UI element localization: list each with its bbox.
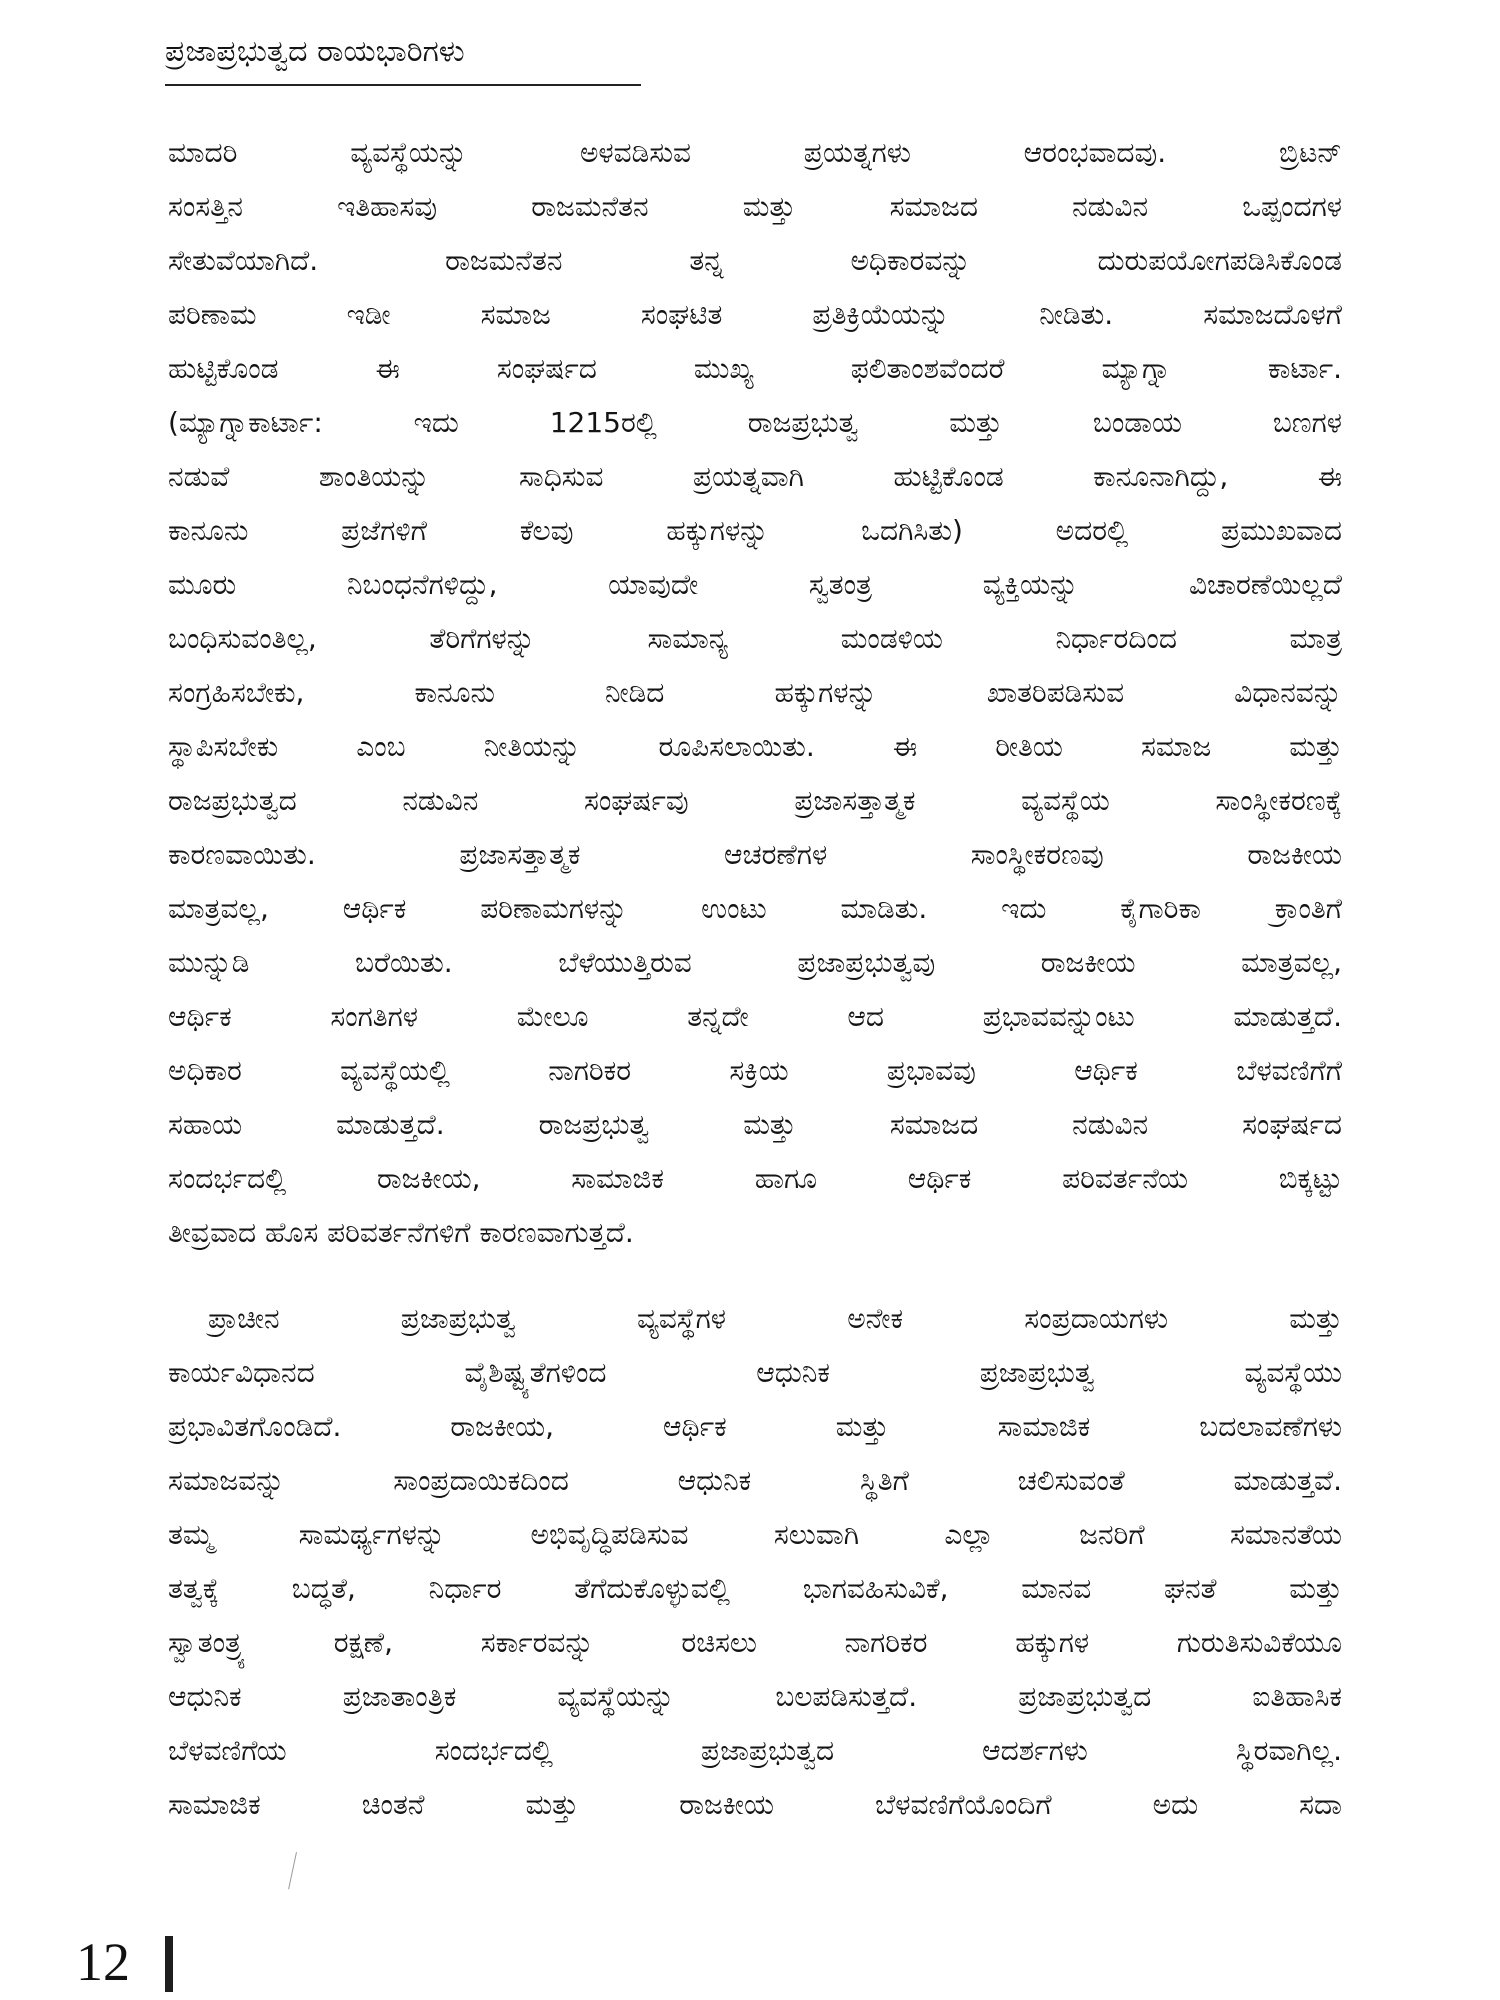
text-line: ಮಾದರಿ ವ್ಯವಸ್ಥೆಯನ್ನು ಅಳವಡಿಸುವ ಪ್ರಯತ್ನಗಳು ಆರಂಭವಾದವು. ಬ್ರಿಟನ್ xyxy=(168,136,1342,169)
page-number: 12 xyxy=(76,1932,130,1992)
text-line: ಸ್ಥಾಪಿಸಬೇಕು ಎಂಬ ನೀತಿಯನ್ನು ರೂಪಿಸಲಾಯಿತು. ಈ ರೀತಿಯ ಸಮಾಜ ಮತ್ತು xyxy=(168,730,1342,763)
paragraph-1 xyxy=(168,126,1342,1260)
text-line: ಅಧಿಕಾರ ವ್ಯವಸ್ಥೆಯಲ್ಲಿ ನಾಗರಿಕರ ಸಕ್ರಿಯ ಪ್ರಭಾವವು ಆರ್ಥಿಕ ಬೆಳವಣಿಗೆಗೆ xyxy=(168,1054,1342,1087)
scan-mark xyxy=(288,1852,297,1889)
paragraph-2 xyxy=(168,1292,1342,1832)
text-line: (ಮ್ಯಾಗ್ನಾಕಾರ್ಟಾ: ಇದು 1215ರಲ್ಲಿ ರಾಜಪ್ರಭುತ್ವ ಮತ್ತು ಬಂಡಾಯ ಬಣಗಳ xyxy=(168,406,1342,439)
text-line: ಸ್ವಾತಂತ್ರ್ಯ ರಕ್ಷಣೆ, ಸರ್ಕಾರವನ್ನು ರಚಿಸಲು ನಾಗರಿಕರ ಹಕ್ಕುಗಳ ಗುರುತಿಸುವಿಕೆಯೂ xyxy=(168,1626,1342,1659)
text-line: ಪ್ರಾಚೀನ ಪ್ರಜಾಪ್ರಭುತ್ವ ವ್ಯವಸ್ಥೆಗಳ ಅನೇಕ ಸಂಪ್ರದಾಯಗಳು ಮತ್ತು xyxy=(208,1302,1342,1335)
text-line: ಸಹಾಯ ಮಾಡುತ್ತದೆ. ರಾಜಪ್ರಭುತ್ವ ಮತ್ತು ಸಮಾಜದ ನಡುವಿನ ಸಂಘರ್ಷದ xyxy=(168,1108,1342,1141)
text-line: ತಮ್ಮ ಸಾಮರ್ಥ್ಯಗಳನ್ನು ಅಭಿವೃದ್ಧಿಪಡಿಸುವ ಸಲುವಾಗಿ ಎಲ್ಲಾ ಜನರಿಗೆ ಸಮಾನತೆಯ xyxy=(168,1518,1342,1551)
text-line: ಆರ್ಥಿಕ ಸಂಗತಿಗಳ ಮೇಲೂ ತನ್ನದೇ ಆದ ಪ್ರಭಾವವನ್ನುಂಟು ಮಾಡುತ್ತದೆ. xyxy=(168,1000,1342,1033)
text-line: ಸೇತುವೆಯಾಗಿದೆ. ರಾಜಮನೆತನ ತನ್ನ ಅಧಿಕಾರವನ್ನು ದುರುಪಯೋಗಪಡಿಸಿಕೊಂಡ xyxy=(168,244,1342,277)
text-line: ಸಂಸತ್ತಿನ ಇತಿಹಾಸವು ರಾಜಮನೆತನ ಮತ್ತು ಸಮಾಜದ ನಡುವಿನ ಒಪ್ಪಂದಗಳ xyxy=(168,190,1342,223)
text-line: ಸಾಮಾಜಿಕ ಚಿಂತನೆ ಮತ್ತು ರಾಜಕೀಯ ಬೆಳವಣಿಗೆಯೊಂದಿಗೆ ಅದು ಸದಾ xyxy=(168,1788,1342,1821)
text-line: ಪರಿಣಾಮ ಇಡೀ ಸಮಾಜ ಸಂಘಟಿತ ಪ್ರತಿಕ್ರಿಯೆಯನ್ನು ನೀಡಿತು. ಸಮಾಜದೊಳಗೆ xyxy=(168,298,1342,331)
text-line: ನಡುವೆ ಶಾಂತಿಯನ್ನು ಸಾಧಿಸುವ ಪ್ರಯತ್ನವಾಗಿ ಹುಟ್ಟಿಕೊಂಡ ಕಾನೂನಾಗಿದ್ದು, ಈ xyxy=(168,460,1342,493)
text-line: ಮುನ್ನುಡಿ ಬರೆಯಿತು. ಬೆಳೆಯುತ್ತಿರುವ ಪ್ರಜಾಪ್ರಭುತ್ವವು ರಾಜಕೀಯ ಮಾತ್ರವಲ್ಲ, xyxy=(168,946,1342,979)
text-line: ಬೆಳವಣಿಗೆಯ ಸಂದರ್ಭದಲ್ಲಿ ಪ್ರಜಾಪ್ರಭುತ್ವದ ಆದರ್ಶಗಳು ಸ್ಥಿರವಾಗಿಲ್ಲ. xyxy=(168,1734,1342,1767)
text-line: ಕಾರ್ಯವಿಧಾನದ ವೈಶಿಷ್ಟ್ಯತೆಗಳಿಂದ ಆಧುನಿಕ ಪ್ರಜಾಪ್ರಭುತ್ವ ವ್ಯವಸ್ಥೆಯು xyxy=(168,1356,1342,1389)
header-rule xyxy=(165,84,641,86)
text-line: ಹುಟ್ಟಿಕೊಂಡ ಈ ಸಂಘರ್ಷದ ಮುಖ್ಯ ಫಲಿತಾಂಶವೆಂದರೆ ಮ್ಯಾಗ್ನಾ ಕಾರ್ಟಾ. xyxy=(168,352,1342,385)
text-line: ಸಂಗ್ರಹಿಸಬೇಕು, ಕಾನೂನು ನೀಡಿದ ಹಕ್ಕುಗಳನ್ನು ಖಾತರಿಪಡಿಸುವ ವಿಧಾನವನ್ನು xyxy=(168,676,1342,709)
text-line: ಮಾತ್ರವಲ್ಲ, ಆರ್ಥಿಕ ಪರಿಣಾಮಗಳನ್ನು ಉಂಟು ಮಾಡಿತು. ಇದು ಕೈಗಾರಿಕಾ ಕ್ರಾಂತಿಗೆ xyxy=(168,892,1342,925)
text-line: ತೀವ್ರವಾದ ಹೊಸ ಪರಿವರ್ತನೆಗಳಿಗೆ ಕಾರಣವಾಗುತ್ತದೆ. xyxy=(168,1216,634,1249)
text-line: ಮೂರು ನಿಬಂಧನೆಗಳಿದ್ದು, ಯಾವುದೇ ಸ್ವತಂತ್ರ ವ್ಯಕ್ತಿಯನ್ನು ವಿಚಾರಣೆಯಿಲ್ಲದೆ xyxy=(168,568,1342,601)
text-line: ಸಮಾಜವನ್ನು ಸಾಂಪ್ರದಾಯಿಕದಿಂದ ಆಧುನಿಕ ಸ್ಥಿತಿಗೆ ಚಲಿಸುವಂತೆ ಮಾಡುತ್ತವೆ. xyxy=(168,1464,1342,1497)
text-line: ಬಂಧಿಸುವಂತಿಲ್ಲ, ತೆರಿಗೆಗಳನ್ನು ಸಾಮಾನ್ಯ ಮಂಡಳಿಯ ನಿರ್ಧಾರದಿಂದ ಮಾತ್ರ xyxy=(168,622,1342,655)
text-line: ಸಂದರ್ಭದಲ್ಲಿ ರಾಜಕೀಯ, ಸಾಮಾಜಿಕ ಹಾಗೂ ಆರ್ಥಿಕ ಪರಿವರ್ತನೆಯ ಬಿಕ್ಕಟ್ಟು xyxy=(168,1162,1342,1195)
text-line: ತತ್ವಕ್ಕೆ ಬದ್ಧತೆ, ನಿರ್ಧಾರ ತೆಗೆದುಕೊಳ್ಳುವಲ್ಲಿ ಭಾಗವಹಿಸುವಿಕೆ, ಮಾನವ ಘನತೆ ಮತ್ತು xyxy=(168,1572,1342,1605)
text-line: ಕಾನೂನು ಪ್ರಜೆಗಳಿಗೆ ಕೆಲವು ಹಕ್ಕುಗಳನ್ನು ಒದಗಿಸಿತು) ಅದರಲ್ಲಿ ಪ್ರಮುಖವಾದ xyxy=(168,514,1342,547)
text-line: ಆಧುನಿಕ ಪ್ರಜಾತಾಂತ್ರಿಕ ವ್ಯವಸ್ಥೆಯನ್ನು ಬಲಪಡಿಸುತ್ತದೆ. ಪ್ರಜಾಪ್ರಭುತ್ವದ ಐತಿಹಾಸಿಕ xyxy=(168,1680,1342,1713)
running-title: ಪ್ರಜಾಪ್ರಭುತ್ವದ ರಾಯಭಾರಿಗಳು xyxy=(165,34,465,69)
text-line: ಕಾರಣವಾಯಿತು. ಪ್ರಜಾಸತ್ತಾತ್ಮಕ ಆಚರಣೆಗಳ ಸಾಂಸ್ಥೀಕರಣವು ರಾಜಕೀಯ xyxy=(168,838,1342,871)
page-number-bar xyxy=(165,1936,173,1992)
text-line: ಪ್ರಭಾವಿತಗೊಂಡಿದೆ. ರಾಜಕೀಯ, ಆರ್ಥಿಕ ಮತ್ತು ಸಾಮಾಜಿಕ ಬದಲಾವಣೆಗಳು xyxy=(168,1410,1342,1443)
text-line: ರಾಜಪ್ರಭುತ್ವದ ನಡುವಿನ ಸಂಘರ್ಷವು ಪ್ರಜಾಸತ್ತಾತ್ಮಕ ವ್ಯವಸ್ಥೆಯ ಸಾಂಸ್ಥೀಕರಣಕ್ಕೆ xyxy=(168,784,1342,817)
